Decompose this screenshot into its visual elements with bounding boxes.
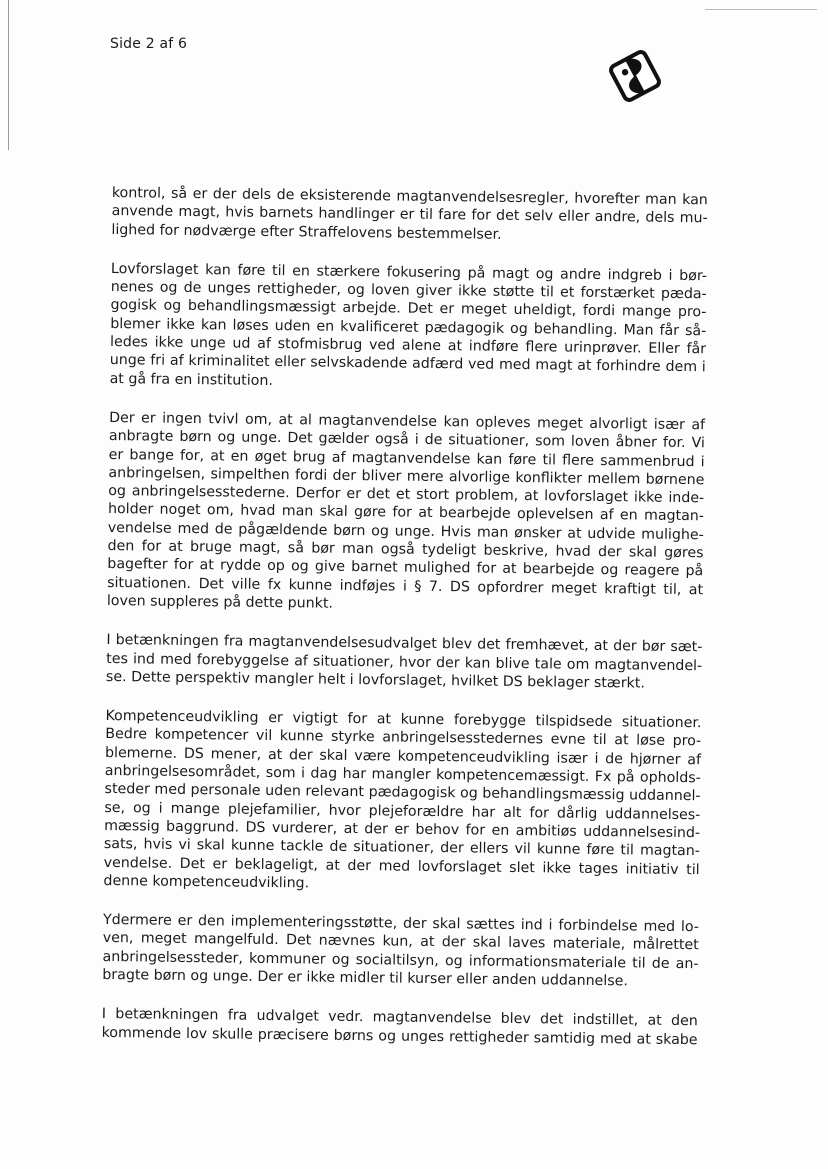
text-line: at gå fra en institution.: [109, 370, 274, 389]
text-line: unge fri af kriminalitet eller selvskadende adfærd ved med magt at forhindre dem i: [109, 352, 706, 376]
text-line: anbringelsesområdet, som i dag har mangler kompetencemæssigt. Fx på opholds-: [104, 762, 701, 787]
scan-edge-top: [705, 9, 817, 10]
paragraph-1: [111, 184, 708, 246]
text-line: anbringelsen, simpelthen fordi der bliver mere alvorlige konflikter mellem børnene: [108, 464, 705, 489]
ds-logo-icon: [605, 46, 665, 106]
text-line: kontrol, så er der dels de eksisterende magtanvendelsesregler, hvorefter man kan: [111, 184, 708, 209]
page-number-label: Side 2 af 6: [110, 36, 188, 52]
text-line: Kompetenceudvikling er vigtigt for at kunne forebygge tilspidsede situationer.: [105, 708, 702, 732]
text-line: Der er ingen tvivl om, at al magtanvendelse kan opleves meget alvorligt især af: [109, 409, 706, 434]
text-line: anvende magt, hvis barnets handlinger er til fare for det selv eller andre, dels mu-: [111, 203, 708, 227]
text-line: ven, meget mangelfuld. Det nævnes kun, at der skal laves materiale, målrettet: [102, 930, 699, 954]
letter-body: [101, 184, 708, 1070]
text-line: og anbringelsesstederne. Derfor er det et stort problem, at lovforslaget ikke inde-: [108, 483, 705, 507]
text-line: bragte børn og unge. Der er ikke midler til kurser eller anden uddannelse.: [102, 966, 629, 990]
paragraph-4: [106, 631, 703, 693]
text-line: denne kompetenceudvikling.: [103, 872, 310, 892]
text-line: situationen. Det ville fx kunne indføjes i § 7. DS opfordrer meget kraftigt til, at: [107, 574, 704, 598]
text-line: I betænkningen fra magtanvendelsesudvalget blev det fremhævet, at der bør sæt-: [106, 632, 703, 656]
text-line: holder noget om, hvad man skal gøre for at bearbejde oplevelsen af en magtan-: [107, 501, 705, 525]
text-line: er bange for, at en øget brug af magtanvendelse kan føre til flere sammenbrud i: [108, 446, 705, 470]
text-line: bagefter for at rydde op og give barnet mulighed for at bearbejde og reagere på: [107, 556, 704, 580]
text-line: vendelse med de pågældende børn og unge. Hvis man ønsker at udvide mulighe-: [107, 519, 704, 544]
text-line: mæssig baggrund. DS vurderer, at der er behov for en ambitiøs uddannelsesind-: [104, 817, 701, 842]
text-line: nenes og de unges rettigheder, og loven giver ikke støtte til et forstærket pæda-: [110, 279, 707, 303]
paragraph-7: [102, 1005, 698, 1049]
text-line: steder med personale uden relevant pædagogisk og behandlingsmæssig uddannel-: [104, 781, 701, 805]
paragraph-6: [102, 911, 699, 991]
text-line: anbringelsessteder, kommuner og socialtilsyn, og informationsmateriale til de an-: [102, 948, 699, 972]
text-line: ledes ikke unge ud af stofmisbrug ved alene at indføre flere urinprøver. Eller får: [109, 334, 707, 358]
text-line: loven suppleres på dette punkt.: [106, 592, 334, 612]
text-line: Ydermere er den implementeringsstøtte, der skal sættes ind i forbindelse med lo-: [102, 912, 700, 936]
text-line: blemerne. DS mener, at der skal være kompetenceudvikling især i de hjørner af: [104, 744, 702, 768]
text-line: lighed for nødværge efter Straffelovens bestemmelser.: [111, 221, 502, 243]
text-line: anbragte børn og unge. Det gælder også i de situationer, som loven åbner for. Vi: [108, 428, 705, 452]
paragraph-2: [110, 260, 708, 395]
text-line: kommende lov skulle præcisere børns og unges rettigheder samtidig med at skabe: [101, 1024, 698, 1048]
text-line: Lovforslaget kan føre til en stærkere fokusering på magt og andre indgreb i bør-: [110, 260, 708, 285]
text-line: tes ind med forebyggelse af situationer, hvor der kan blive tale om magtanvendel-: [106, 650, 703, 674]
paragraph-5: [103, 707, 701, 897]
paragraph-3: [107, 409, 705, 618]
text-line: sats, hvis vi skal kunne tackle de situationer, der ellers vil kunne føre til magtan-: [103, 836, 700, 860]
text-line: I betænkningen fra udvalget vedr. magtanvendelse blev det indstillet, at den: [101, 1006, 698, 1030]
text-line: den for at bruge magt, så bør man også tydeligt beskrive, hvad der skal gøres: [107, 538, 704, 562]
text-line: blemer ikke kan løses uden en kvalificeret pædagogik og behandling. Man får så-: [110, 315, 707, 340]
text-line: se. Dette perspektiv mangler helt i lovforslaget, hvilket DS beklager stærkt.: [105, 668, 645, 692]
text-line: vendelse. Det er beklageligt, at der med lovforslaget slet ikke tages initiativ til: [103, 854, 700, 878]
scan-edge-left: [8, 0, 9, 150]
text-line: Bedre kompetencer vil kunne styrke anbringelsesstedernes evne til at løse pro-: [105, 726, 702, 750]
text-line: gogisk og behandlingsmæssigt arbejde. Det er meget uheldigt, fordi mange pro-: [110, 297, 707, 321]
text-line: se, og i mange plejefamilier, hvor plejeforældre har alt for dårlig uddannelses-: [104, 799, 701, 823]
